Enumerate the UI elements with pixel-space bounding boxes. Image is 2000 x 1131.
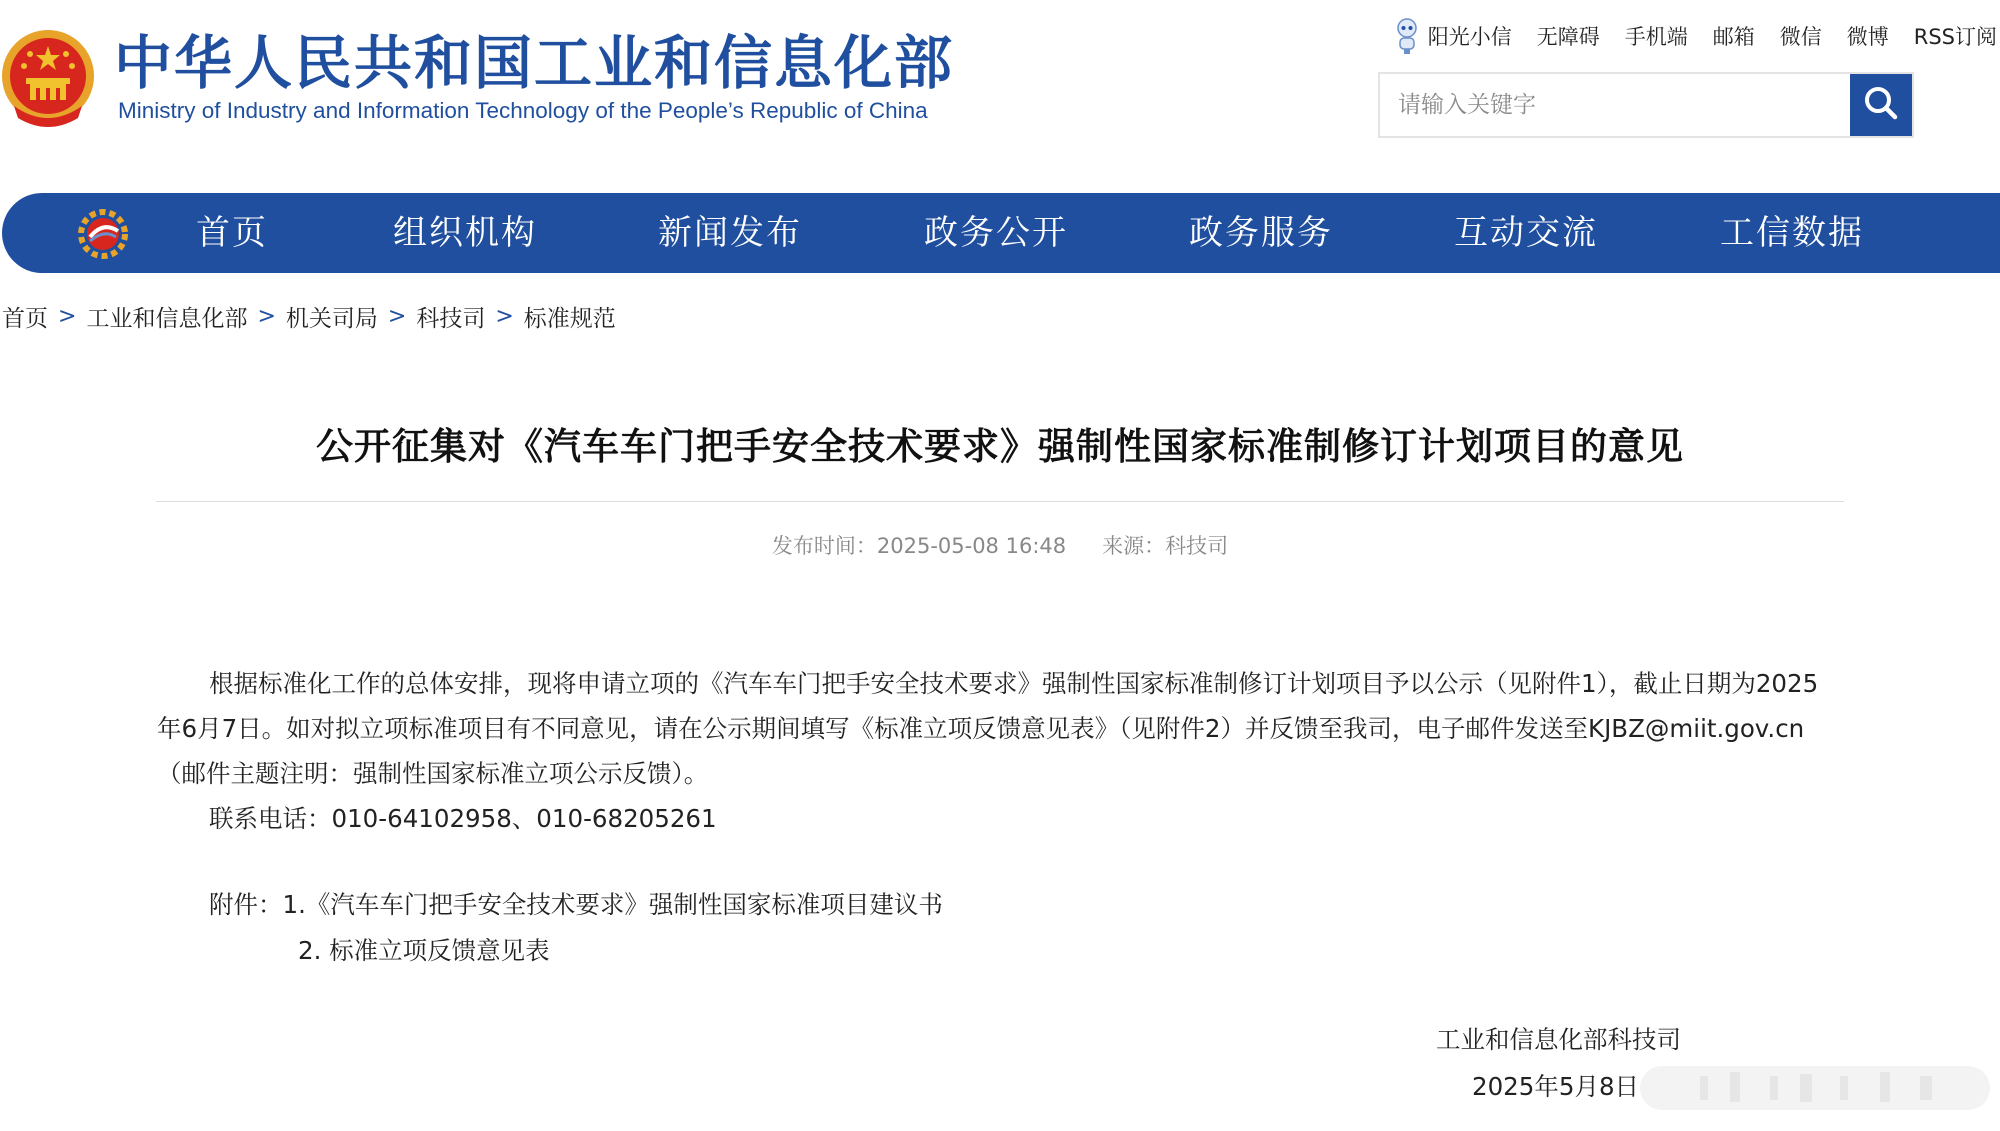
breadcrumb-departments[interactable]: 机关司局 — [285, 306, 378, 332]
breadcrumb-separator: > — [495, 304, 514, 329]
breadcrumb-standards[interactable]: 标准规范 — [523, 306, 616, 332]
source-value: 科技司 — [1165, 534, 1229, 558]
main-nav — [2, 193, 2000, 273]
signature-org: 工业和信息化部科技司 — [1436, 1025, 1681, 1054]
nav-data[interactable]: 工信数据 — [1720, 213, 1864, 253]
breadcrumb-home[interactable]: 首页 — [2, 306, 48, 332]
nav-interaction[interactable]: 互动交流 — [1454, 213, 1598, 253]
search-input[interactable] — [1380, 74, 1850, 136]
top-links — [1392, 20, 1997, 52]
toplink-rss[interactable]: RSS订阅 — [1913, 25, 1997, 49]
signature-date: 2025年5月8日 — [1472, 1072, 1640, 1101]
breadcrumb-separator: > — [387, 304, 407, 329]
site-subtitle: Ministry of Industry and Information Technology of the People’s Republic of China — [118, 98, 928, 123]
toplink-sunshine[interactable]: 阳光小信 — [1427, 25, 1512, 49]
breadcrumb-separator: > — [58, 304, 77, 329]
gear-logo-icon[interactable] — [76, 207, 130, 261]
attachment-link-1[interactable]: 1.《汽车车门把手安全技术要求》强制性国家标准项目建议书 — [282, 890, 943, 919]
nav-government-affairs[interactable]: 政务公开 — [924, 213, 1068, 253]
site-title[interactable]: 中华人民共和国工业和信息化部 — [114, 29, 955, 97]
attachment-line-2 — [298, 932, 550, 967]
attachment-link-2[interactable]: 2. 标准立项反馈意见表 — [298, 936, 550, 965]
toplink-mobile[interactable]: 手机端 — [1624, 25, 1688, 49]
breadcrumb-separator: > — [257, 304, 276, 329]
article-body — [157, 661, 1837, 841]
nav-news[interactable]: 新闻发布 — [658, 213, 802, 253]
breadcrumb-ministry[interactable]: 工业和信息化部 — [86, 306, 248, 332]
contact-phone: 联系电话：010-64102958、010-68205261 — [209, 804, 717, 833]
article-meta — [0, 530, 2000, 560]
source-label: 来源： — [1102, 534, 1166, 558]
nav-home[interactable]: 首页 — [196, 213, 268, 253]
search-button[interactable] — [1850, 74, 1912, 136]
national-emblem-icon — [0, 26, 96, 130]
nav-organization[interactable]: 组织机构 — [393, 213, 537, 253]
toplink-mail[interactable]: 邮箱 — [1712, 25, 1755, 49]
breadcrumb-science-dept[interactable]: 科技司 — [416, 306, 486, 332]
watermark-icon — [1640, 1058, 1990, 1118]
breadcrumb — [2, 300, 616, 333]
toplink-weibo[interactable]: 微博 — [1846, 25, 1889, 49]
search-box — [1378, 72, 1914, 138]
toplink-wechat[interactable]: 微信 — [1779, 25, 1822, 49]
publish-time: 2025-05-08 16:48 — [876, 534, 1067, 558]
robot-assistant-icon[interactable] — [1392, 17, 1422, 55]
attachments-label: 附件： — [209, 890, 283, 919]
search-icon — [1861, 83, 1901, 127]
publish-time-label: 发布时间： — [771, 534, 877, 558]
article-paragraph: 根据标准化工作的总体安排，现将申请立项的《汽车车门把手安全技术要求》强制性国家标准制修订计划项目予以公示（见附件1），截止日期为2025年6月7日。如对拟立项标准项目有不同意见，请在公示期间填写《标准立项反馈意见表》（见附件2）并反馈至我司，电子邮件发送至KJBZ@miit.gov.cn（邮件主题注明：强制性国家标准立项公示反馈）。 — [157, 669, 1819, 788]
article-title: 公开征集对《汽车车门把手安全技术要求》强制性国家标准制修订计划项目的意见 — [316, 425, 1684, 468]
nav-government-services[interactable]: 政务服务 — [1189, 213, 1333, 253]
toplink-accessibility[interactable]: 无障碍 — [1536, 25, 1600, 49]
title-divider — [156, 501, 1844, 502]
attachment-list — [209, 886, 943, 921]
